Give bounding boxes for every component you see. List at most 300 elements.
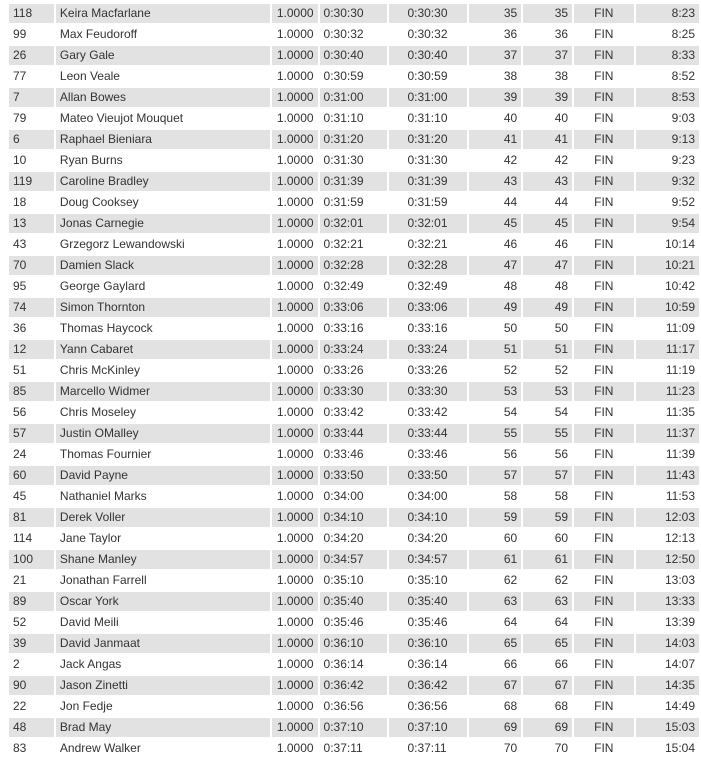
table-row — [9, 529, 699, 548]
table-row — [9, 718, 699, 737]
handicap-cell: 1.0000 — [272, 403, 318, 422]
elapsed-time-cell: 0:30:30 — [320, 4, 388, 23]
position-cell: 40 — [469, 109, 521, 128]
time-behind-cell: 14:07 — [636, 655, 699, 674]
competitor-name-cell: Shane Manley — [56, 550, 270, 569]
adjusted-position-cell: 38 — [523, 67, 572, 86]
handicap-cell: 1.0000 — [272, 697, 318, 716]
time-behind-cell: 8:23 — [636, 4, 699, 23]
status-cell: FIN — [574, 508, 634, 527]
status-cell: FIN — [574, 655, 634, 674]
elapsed-time-cell: 0:33:44 — [320, 424, 388, 443]
handicap-cell: 1.0000 — [272, 739, 318, 758]
time-behind-cell: 10:59 — [636, 298, 699, 317]
bib-number-cell: 83 — [9, 739, 54, 758]
table-row — [9, 466, 699, 485]
status-cell: FIN — [574, 151, 634, 170]
time-behind-cell: 15:04 — [636, 739, 699, 758]
position-cell: 52 — [469, 361, 521, 380]
handicap-cell: 1.0000 — [272, 718, 318, 737]
table-row — [9, 634, 699, 653]
elapsed-time-cell: 0:35:10 — [320, 571, 388, 590]
position-cell: 67 — [469, 676, 521, 695]
adjusted-position-cell: 36 — [523, 25, 572, 44]
status-cell: FIN — [574, 172, 634, 191]
elapsed-time-cell: 0:36:10 — [320, 634, 388, 653]
status-cell: FIN — [574, 676, 634, 695]
handicap-cell: 1.0000 — [272, 4, 318, 23]
table-row — [9, 67, 699, 86]
adjusted-time-cell: 0:30:40 — [389, 46, 467, 65]
position-cell: 36 — [469, 25, 521, 44]
competitor-name-cell: George Gaylard — [56, 277, 270, 296]
bib-number-cell: 51 — [9, 361, 54, 380]
handicap-cell: 1.0000 — [272, 571, 318, 590]
adjusted-position-cell: 62 — [523, 571, 572, 590]
bib-number-cell: 60 — [9, 466, 54, 485]
time-behind-cell: 13:33 — [636, 592, 699, 611]
handicap-cell: 1.0000 — [272, 235, 318, 254]
adjusted-position-cell: 64 — [523, 613, 572, 632]
adjusted-time-cell: 0:31:30 — [389, 151, 467, 170]
status-cell: FIN — [574, 382, 634, 401]
adjusted-time-cell: 0:33:30 — [389, 382, 467, 401]
adjusted-time-cell: 0:33:44 — [389, 424, 467, 443]
bib-number-cell: 74 — [9, 298, 54, 317]
status-cell: FIN — [574, 88, 634, 107]
position-cell: 59 — [469, 508, 521, 527]
time-behind-cell: 12:03 — [636, 508, 699, 527]
handicap-cell: 1.0000 — [272, 319, 318, 338]
time-behind-cell: 8:52 — [636, 67, 699, 86]
table-row — [9, 739, 699, 758]
competitor-name-cell: Keira Macfarlane — [56, 4, 270, 23]
competitor-name-cell: Raphael Bieniara — [56, 130, 270, 149]
bib-number-cell: 95 — [9, 277, 54, 296]
handicap-cell: 1.0000 — [272, 67, 318, 86]
adjusted-time-cell: 0:36:42 — [389, 676, 467, 695]
position-cell: 54 — [469, 403, 521, 422]
adjusted-position-cell: 42 — [523, 151, 572, 170]
competitor-name-cell: Caroline Bradley — [56, 172, 270, 191]
table-row — [9, 571, 699, 590]
adjusted-time-cell: 0:32:21 — [389, 235, 467, 254]
adjusted-time-cell: 0:32:01 — [389, 214, 467, 233]
bib-number-cell: 43 — [9, 235, 54, 254]
bib-number-cell: 36 — [9, 319, 54, 338]
status-cell: FIN — [574, 592, 634, 611]
position-cell: 64 — [469, 613, 521, 632]
competitor-name-cell: Jonathan Farrell — [56, 571, 270, 590]
adjusted-time-cell: 0:35:10 — [389, 571, 467, 590]
time-behind-cell: 10:21 — [636, 256, 699, 275]
adjusted-position-cell: 66 — [523, 655, 572, 674]
competitor-name-cell: Justin OMalley — [56, 424, 270, 443]
adjusted-time-cell: 0:33:06 — [389, 298, 467, 317]
elapsed-time-cell: 0:31:59 — [320, 193, 388, 212]
position-cell: 61 — [469, 550, 521, 569]
elapsed-time-cell: 0:34:57 — [320, 550, 388, 569]
handicap-cell: 1.0000 — [272, 340, 318, 359]
table-row — [9, 487, 699, 506]
table-row — [9, 613, 699, 632]
elapsed-time-cell: 0:33:42 — [320, 403, 388, 422]
handicap-cell: 1.0000 — [272, 592, 318, 611]
table-row — [9, 235, 699, 254]
position-cell: 42 — [469, 151, 521, 170]
adjusted-position-cell: 67 — [523, 676, 572, 695]
bib-number-cell: 77 — [9, 67, 54, 86]
time-behind-cell: 15:03 — [636, 718, 699, 737]
status-cell: FIN — [574, 277, 634, 296]
adjusted-time-cell: 0:30:59 — [389, 67, 467, 86]
bib-number-cell: 57 — [9, 424, 54, 443]
elapsed-time-cell: 0:35:46 — [320, 613, 388, 632]
table-row — [9, 130, 699, 149]
adjusted-position-cell: 58 — [523, 487, 572, 506]
handicap-cell: 1.0000 — [272, 382, 318, 401]
position-cell: 46 — [469, 235, 521, 254]
competitor-name-cell: Andrew Walker — [56, 739, 270, 758]
adjusted-time-cell: 0:34:20 — [389, 529, 467, 548]
elapsed-time-cell: 0:32:28 — [320, 256, 388, 275]
bib-number-cell: 10 — [9, 151, 54, 170]
status-cell: FIN — [574, 109, 634, 128]
elapsed-time-cell: 0:33:16 — [320, 319, 388, 338]
adjusted-position-cell: 61 — [523, 550, 572, 569]
competitor-name-cell: Damien Slack — [56, 256, 270, 275]
adjusted-position-cell: 45 — [523, 214, 572, 233]
position-cell: 49 — [469, 298, 521, 317]
position-cell: 57 — [469, 466, 521, 485]
adjusted-position-cell: 68 — [523, 697, 572, 716]
table-row — [9, 592, 699, 611]
competitor-name-cell: Thomas Haycock — [56, 319, 270, 338]
competitor-name-cell: Jonas Carnegie — [56, 214, 270, 233]
adjusted-time-cell: 0:37:11 — [389, 739, 467, 758]
adjusted-time-cell: 0:33:50 — [389, 466, 467, 485]
adjusted-position-cell: 69 — [523, 718, 572, 737]
time-behind-cell: 10:42 — [636, 277, 699, 296]
time-behind-cell: 9:32 — [636, 172, 699, 191]
adjusted-position-cell: 55 — [523, 424, 572, 443]
time-behind-cell: 13:39 — [636, 613, 699, 632]
bib-number-cell: 118 — [9, 4, 54, 23]
table-row — [9, 193, 699, 212]
handicap-cell: 1.0000 — [272, 445, 318, 464]
position-cell: 37 — [469, 46, 521, 65]
table-row — [9, 25, 699, 44]
adjusted-time-cell: 0:33:26 — [389, 361, 467, 380]
handicap-cell: 1.0000 — [272, 25, 318, 44]
elapsed-time-cell: 0:33:30 — [320, 382, 388, 401]
time-behind-cell: 11:37 — [636, 424, 699, 443]
competitor-name-cell: Leon Veale — [56, 67, 270, 86]
bib-number-cell: 2 — [9, 655, 54, 674]
position-cell: 35 — [469, 4, 521, 23]
time-behind-cell: 11:19 — [636, 361, 699, 380]
handicap-cell: 1.0000 — [272, 424, 318, 443]
competitor-name-cell: Jason Zinetti — [56, 676, 270, 695]
bib-number-cell: 90 — [9, 676, 54, 695]
competitor-name-cell: Oscar York — [56, 592, 270, 611]
position-cell: 55 — [469, 424, 521, 443]
status-cell: FIN — [574, 424, 634, 443]
adjusted-time-cell: 0:30:32 — [389, 25, 467, 44]
adjusted-position-cell: 47 — [523, 256, 572, 275]
elapsed-time-cell: 0:30:32 — [320, 25, 388, 44]
elapsed-time-cell: 0:37:11 — [320, 739, 388, 758]
bib-number-cell: 21 — [9, 571, 54, 590]
handicap-cell: 1.0000 — [272, 508, 318, 527]
status-cell: FIN — [574, 466, 634, 485]
position-cell: 53 — [469, 382, 521, 401]
competitor-name-cell: Brad May — [56, 718, 270, 737]
bib-number-cell: 39 — [9, 634, 54, 653]
table-row — [9, 46, 699, 65]
status-cell: FIN — [574, 298, 634, 317]
time-behind-cell: 13:03 — [636, 571, 699, 590]
competitor-name-cell: Allan Bowes — [56, 88, 270, 107]
adjusted-position-cell: 57 — [523, 466, 572, 485]
position-cell: 51 — [469, 340, 521, 359]
status-cell: FIN — [574, 487, 634, 506]
elapsed-time-cell: 0:36:42 — [320, 676, 388, 695]
table-row — [9, 88, 699, 107]
bib-number-cell: 85 — [9, 382, 54, 401]
bib-number-cell: 81 — [9, 508, 54, 527]
table-row — [9, 697, 699, 716]
table-row — [9, 403, 699, 422]
competitor-name-cell: Grzegorz Lewandowski — [56, 235, 270, 254]
elapsed-time-cell: 0:31:20 — [320, 130, 388, 149]
adjusted-time-cell: 0:33:16 — [389, 319, 467, 338]
bib-number-cell: 45 — [9, 487, 54, 506]
adjusted-time-cell: 0:31:00 — [389, 88, 467, 107]
adjusted-position-cell: 46 — [523, 235, 572, 254]
adjusted-position-cell: 35 — [523, 4, 572, 23]
bib-number-cell: 12 — [9, 340, 54, 359]
adjusted-position-cell: 39 — [523, 88, 572, 107]
adjusted-position-cell: 59 — [523, 508, 572, 527]
elapsed-time-cell: 0:31:30 — [320, 151, 388, 170]
bib-number-cell: 79 — [9, 109, 54, 128]
elapsed-time-cell: 0:34:00 — [320, 487, 388, 506]
adjusted-time-cell: 0:34:57 — [389, 550, 467, 569]
position-cell: 58 — [469, 487, 521, 506]
status-cell: FIN — [574, 613, 634, 632]
bib-number-cell: 52 — [9, 613, 54, 632]
position-cell: 39 — [469, 88, 521, 107]
adjusted-position-cell: 43 — [523, 172, 572, 191]
time-behind-cell: 12:50 — [636, 550, 699, 569]
adjusted-time-cell: 0:33:24 — [389, 340, 467, 359]
position-cell: 62 — [469, 571, 521, 590]
status-cell: FIN — [574, 130, 634, 149]
position-cell: 68 — [469, 697, 521, 716]
competitor-name-cell: David Janmaat — [56, 634, 270, 653]
handicap-cell: 1.0000 — [272, 130, 318, 149]
competitor-name-cell: Marcello Widmer — [56, 382, 270, 401]
competitor-name-cell: Thomas Fournier — [56, 445, 270, 464]
adjusted-time-cell: 0:31:39 — [389, 172, 467, 191]
handicap-cell: 1.0000 — [272, 193, 318, 212]
adjusted-time-cell: 0:34:10 — [389, 508, 467, 527]
adjusted-position-cell: 54 — [523, 403, 572, 422]
position-cell: 56 — [469, 445, 521, 464]
elapsed-time-cell: 0:33:46 — [320, 445, 388, 464]
time-behind-cell: 8:25 — [636, 25, 699, 44]
time-behind-cell: 9:54 — [636, 214, 699, 233]
handicap-cell: 1.0000 — [272, 298, 318, 317]
elapsed-time-cell: 0:33:06 — [320, 298, 388, 317]
table-row — [9, 382, 699, 401]
bib-number-cell: 18 — [9, 193, 54, 212]
competitor-name-cell: David Meili — [56, 613, 270, 632]
adjusted-time-cell: 0:30:30 — [389, 4, 467, 23]
table-row — [9, 550, 699, 569]
adjusted-time-cell: 0:36:56 — [389, 697, 467, 716]
status-cell: FIN — [574, 550, 634, 569]
bib-number-cell: 48 — [9, 718, 54, 737]
status-cell: FIN — [574, 529, 634, 548]
handicap-cell: 1.0000 — [272, 487, 318, 506]
competitor-name-cell: Yann Cabaret — [56, 340, 270, 359]
adjusted-position-cell: 44 — [523, 193, 572, 212]
adjusted-time-cell: 0:33:46 — [389, 445, 467, 464]
handicap-cell: 1.0000 — [272, 634, 318, 653]
table-row — [9, 172, 699, 191]
status-cell: FIN — [574, 340, 634, 359]
handicap-cell: 1.0000 — [272, 151, 318, 170]
adjusted-position-cell: 52 — [523, 361, 572, 380]
handicap-cell: 1.0000 — [272, 277, 318, 296]
bib-number-cell: 13 — [9, 214, 54, 233]
adjusted-position-cell: 56 — [523, 445, 572, 464]
elapsed-time-cell: 0:32:21 — [320, 235, 388, 254]
competitor-name-cell: Nathaniel Marks — [56, 487, 270, 506]
position-cell: 45 — [469, 214, 521, 233]
results-body — [9, 4, 699, 758]
bib-number-cell: 26 — [9, 46, 54, 65]
position-cell: 60 — [469, 529, 521, 548]
elapsed-time-cell: 0:34:10 — [320, 508, 388, 527]
elapsed-time-cell: 0:31:39 — [320, 172, 388, 191]
table-row — [9, 298, 699, 317]
adjusted-position-cell: 41 — [523, 130, 572, 149]
elapsed-time-cell: 0:33:50 — [320, 466, 388, 485]
position-cell: 70 — [469, 739, 521, 758]
elapsed-time-cell: 0:30:40 — [320, 46, 388, 65]
adjusted-position-cell: 60 — [523, 529, 572, 548]
status-cell: FIN — [574, 571, 634, 590]
position-cell: 41 — [469, 130, 521, 149]
handicap-cell: 1.0000 — [272, 361, 318, 380]
status-cell: FIN — [574, 256, 634, 275]
elapsed-time-cell: 0:33:24 — [320, 340, 388, 359]
adjusted-position-cell: 65 — [523, 634, 572, 653]
table-row — [9, 256, 699, 275]
competitor-name-cell: Gary Gale — [56, 46, 270, 65]
bib-number-cell: 22 — [9, 697, 54, 716]
elapsed-time-cell: 0:34:20 — [320, 529, 388, 548]
time-behind-cell: 8:53 — [636, 88, 699, 107]
elapsed-time-cell: 0:32:01 — [320, 214, 388, 233]
position-cell: 38 — [469, 67, 521, 86]
table-row — [9, 340, 699, 359]
competitor-name-cell: Ryan Burns — [56, 151, 270, 170]
status-cell: FIN — [574, 697, 634, 716]
status-cell: FIN — [574, 361, 634, 380]
handicap-cell: 1.0000 — [272, 172, 318, 191]
adjusted-position-cell: 70 — [523, 739, 572, 758]
time-behind-cell: 8:33 — [636, 46, 699, 65]
time-behind-cell: 11:09 — [636, 319, 699, 338]
competitor-name-cell: Jane Taylor — [56, 529, 270, 548]
time-behind-cell: 11:39 — [636, 445, 699, 464]
table-row — [9, 109, 699, 128]
adjusted-time-cell: 0:36:10 — [389, 634, 467, 653]
position-cell: 65 — [469, 634, 521, 653]
handicap-cell: 1.0000 — [272, 613, 318, 632]
competitor-name-cell: Chris McKinley — [56, 361, 270, 380]
elapsed-time-cell: 0:36:14 — [320, 655, 388, 674]
adjusted-time-cell: 0:31:59 — [389, 193, 467, 212]
competitor-name-cell: Simon Thornton — [56, 298, 270, 317]
competitor-name-cell: Jon Fedje — [56, 697, 270, 716]
status-cell: FIN — [574, 445, 634, 464]
time-behind-cell: 9:03 — [636, 109, 699, 128]
adjusted-time-cell: 0:31:10 — [389, 109, 467, 128]
position-cell: 66 — [469, 655, 521, 674]
adjusted-time-cell: 0:37:10 — [389, 718, 467, 737]
handicap-cell: 1.0000 — [272, 550, 318, 569]
adjusted-time-cell: 0:34:00 — [389, 487, 467, 506]
bib-number-cell: 99 — [9, 25, 54, 44]
time-behind-cell: 11:17 — [636, 340, 699, 359]
time-behind-cell: 14:03 — [636, 634, 699, 653]
adjusted-position-cell: 63 — [523, 592, 572, 611]
status-cell: FIN — [574, 193, 634, 212]
bib-number-cell: 70 — [9, 256, 54, 275]
adjusted-time-cell: 0:32:28 — [389, 256, 467, 275]
handicap-cell: 1.0000 — [272, 214, 318, 233]
table-row — [9, 277, 699, 296]
time-behind-cell: 14:49 — [636, 697, 699, 716]
time-behind-cell: 9:52 — [636, 193, 699, 212]
elapsed-time-cell: 0:32:49 — [320, 277, 388, 296]
handicap-cell: 1.0000 — [272, 109, 318, 128]
status-cell: FIN — [574, 739, 634, 758]
handicap-cell: 1.0000 — [272, 529, 318, 548]
bib-number-cell: 119 — [9, 172, 54, 191]
position-cell: 69 — [469, 718, 521, 737]
time-behind-cell: 11:43 — [636, 466, 699, 485]
bib-number-cell: 56 — [9, 403, 54, 422]
table-row — [9, 655, 699, 674]
adjusted-position-cell: 37 — [523, 46, 572, 65]
table-row — [9, 214, 699, 233]
adjusted-time-cell: 0:33:42 — [389, 403, 467, 422]
adjusted-time-cell: 0:32:49 — [389, 277, 467, 296]
adjusted-position-cell: 48 — [523, 277, 572, 296]
table-row — [9, 424, 699, 443]
table-row — [9, 361, 699, 380]
competitor-name-cell: David Payne — [56, 466, 270, 485]
table-row — [9, 508, 699, 527]
handicap-cell: 1.0000 — [272, 256, 318, 275]
competitor-name-cell: Mateo Vieujot Mouquet — [56, 109, 270, 128]
